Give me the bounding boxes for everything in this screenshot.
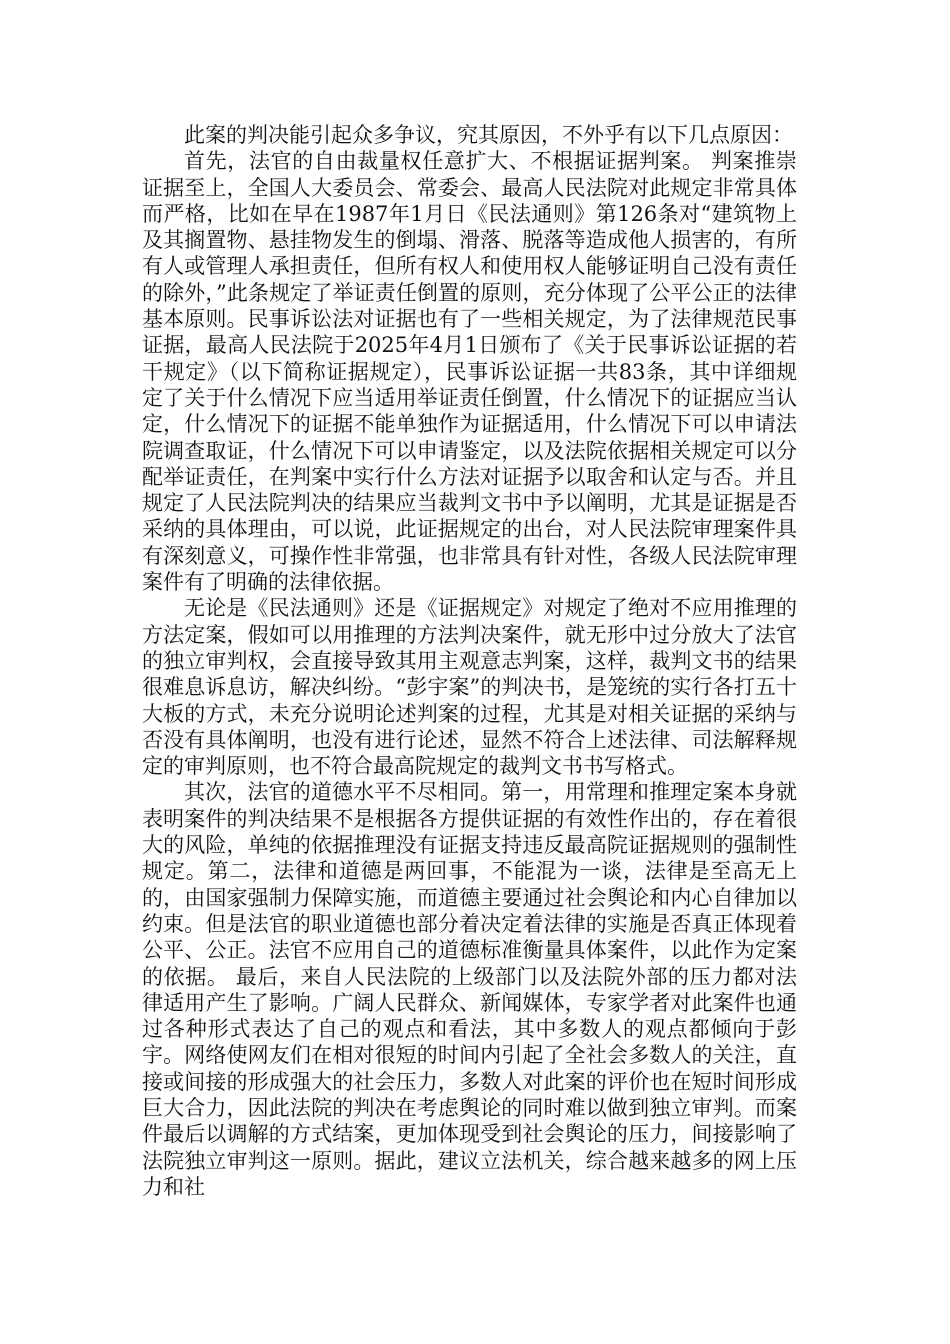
paragraph-inference-judgment: 无论是《民法通则》还是《证据规定》对规定了绝对不应用推理的方法定案，假如可以用推理的方法判决案件，就无形中过分放大了法官的独立审判权，会直接导致其用主观意志判案，这样，裁判文书的结果很难息诉息访，解决纠纷。“彭宇案”的判决书，是笼统的实行各打五十大板的方式，未充分说明论述判案的过程，尤其是对相关证据的采纳与否没有具体阐明，也没有进行论述，显然不符合上述法律、司法解释规定的审判原则，也不符合最高院规定的裁判文书书写格式。 [142,596,797,779]
paragraph-evidence-rules: 首先，法官的自由裁量权任意扩大、不根据证据判案。 判案推崇证据至上，全国人大委员会、常委会、最高人民法院对此规定非常具体而严格，比如在早在1987年1月日《民法通则》第126条对“建筑物上及其搁置物、悬挂物发生的倒塌、滑落、脱落等造成他人损害的，有所有人或管理人承担责任，但所有权人和使用权人能够证明自己没有责任的除外，”此条规定了举证责任倒置的原则，充分体现了公平公正的法律基本原则。民事诉讼法对证据也有了一些相关规定，为了法律规范民事证据，最高人民法院于2025年4月1日颁布了《关于民事诉讼证据的若干规定》（以下简称证据规定），民事诉讼证据一共83条，其中详细规定了关于什么情况下应当适用举证责任倒置，什么情况下的证据应当认定，什么情况下的证据不能单独作为证据适用，什么情况下可以申请法院调查取证，什么情况下可以申请鉴定，以及法院依据相关规定可以分配举证责任，在判案中实行什么方法对证据予以取舍和认定与否。并且规定了人民法院判决的结果应当裁判文书中予以阐明，尤其是证据是否采纳的具体理由，可以说，此证据规定的出台，对人民法院审理案件具有深刻意义，可操作性非常强，也非常具有针对性，各级人民法院审理案件有了明确的法律依据。 [142,149,797,595]
document-page [142,122,797,1200]
paragraph-judge-morality: 其次，法官的道德水平不尽相同。第一，用常理和推理定案本身就表明案件的判决结果不是根据各方提供证据的有效性作出的，存在着很大的风险，单纯的依据推理没有证据支持违反最高院证据规则的强制性规定。第二，法律和道德是两回事，不能混为一谈，法律是至高无上的，由国家强制力保障实施，而道德主要通过社会舆论和内心自律加以约束。但是法官的职业道德也部分着决定着法律的实施是否真正体现着公平、公正。法官不应用自己的道德标准衡量具体案件，以此作为定案的依据。 最后，来自人民法院的上级部门以及法院外部的压力都对法律适用产生了影响。广阔人民群众、新闻媒体，专家学者对此案件也通过各种形式表达了自己的观点和看法，其中多数人的观点都倾向于彭宇。网络使网友们在相对很短的时间内引起了全社会多数人的关注，直接或间接的形成强大的社会压力，多数人对此案的评价也在短时间形成巨大合力，因此法院的判决在考虑舆论的同时难以做到独立审判。而案件最后以调解的方式结案，更加体现受到社会舆论的压力，间接影响了法院独立审判这一原则。据此，建议立法机关，综合越来越多的网上压力和社 [142,780,797,1199]
paragraph-causes-intro: 此案的判决能引起众多争议，究其原因，不外乎有以下几点原因： [184,123,793,147]
